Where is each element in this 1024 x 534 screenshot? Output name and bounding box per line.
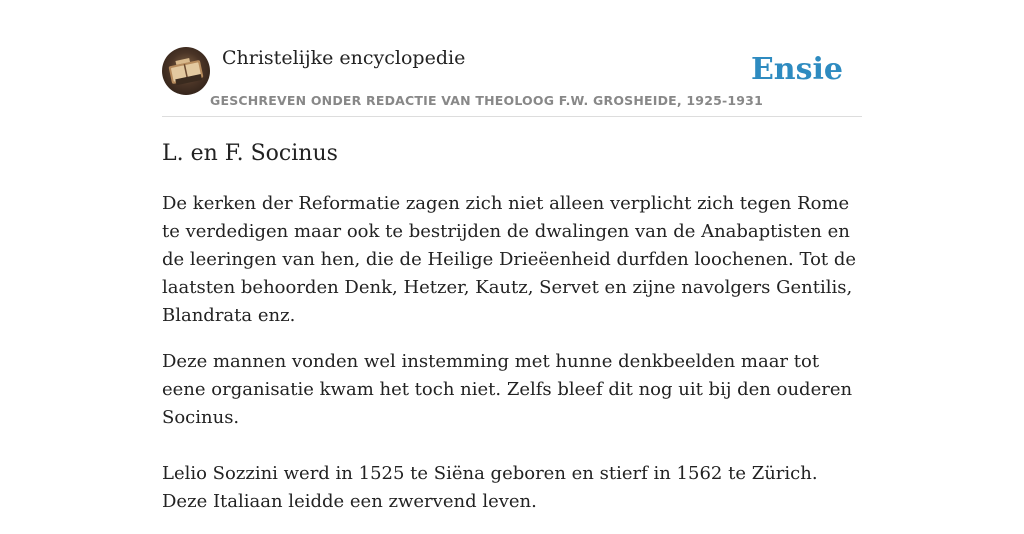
article-paragraph: De kerken der Reformatie zagen zich niet alleen verplicht zich tegen Rome te verdedigen maar ook te bestrijden de dwalingen van de Anabaptisten en de leeringen van hen, die de Heilige Drieëenheid durfden loochenen. Tot de laatsten behoorden Denk, Hetzer, Kautz, Servet en zijne navolgers Gentilis, Blandrata enz.: [162, 193, 857, 326]
site-header: [162, 46, 862, 117]
article: [162, 138, 862, 534]
article-paragraph: Lelio Sozzini werd in 1525 te Siëna geboren en stierf in 1562 te Zürich. Deze Italiaan leidde een zwervend leven.: [162, 463, 818, 512]
article-title: L. en F. Socinus: [162, 141, 338, 166]
encyclopedia-avatar[interactable]: [162, 47, 210, 95]
site-title[interactable]: Christelijke encyclopedie: [222, 47, 466, 69]
article-paragraph: Deze mannen vonden wel instemming met hunne denkbeelden maar tot eene organisatie kwam het toch niet. Zelfs bleef dit nog uit bij den ouderen Socinus.: [162, 351, 853, 428]
book-image-icon: [162, 47, 210, 95]
ensie-logo-link[interactable]: Ensie: [750, 52, 843, 87]
site-subtitle: GESCHREVEN ONDER REDACTIE VAN THEOLOOG F.W. GROSHEIDE, 1925-1931: [210, 93, 763, 108]
